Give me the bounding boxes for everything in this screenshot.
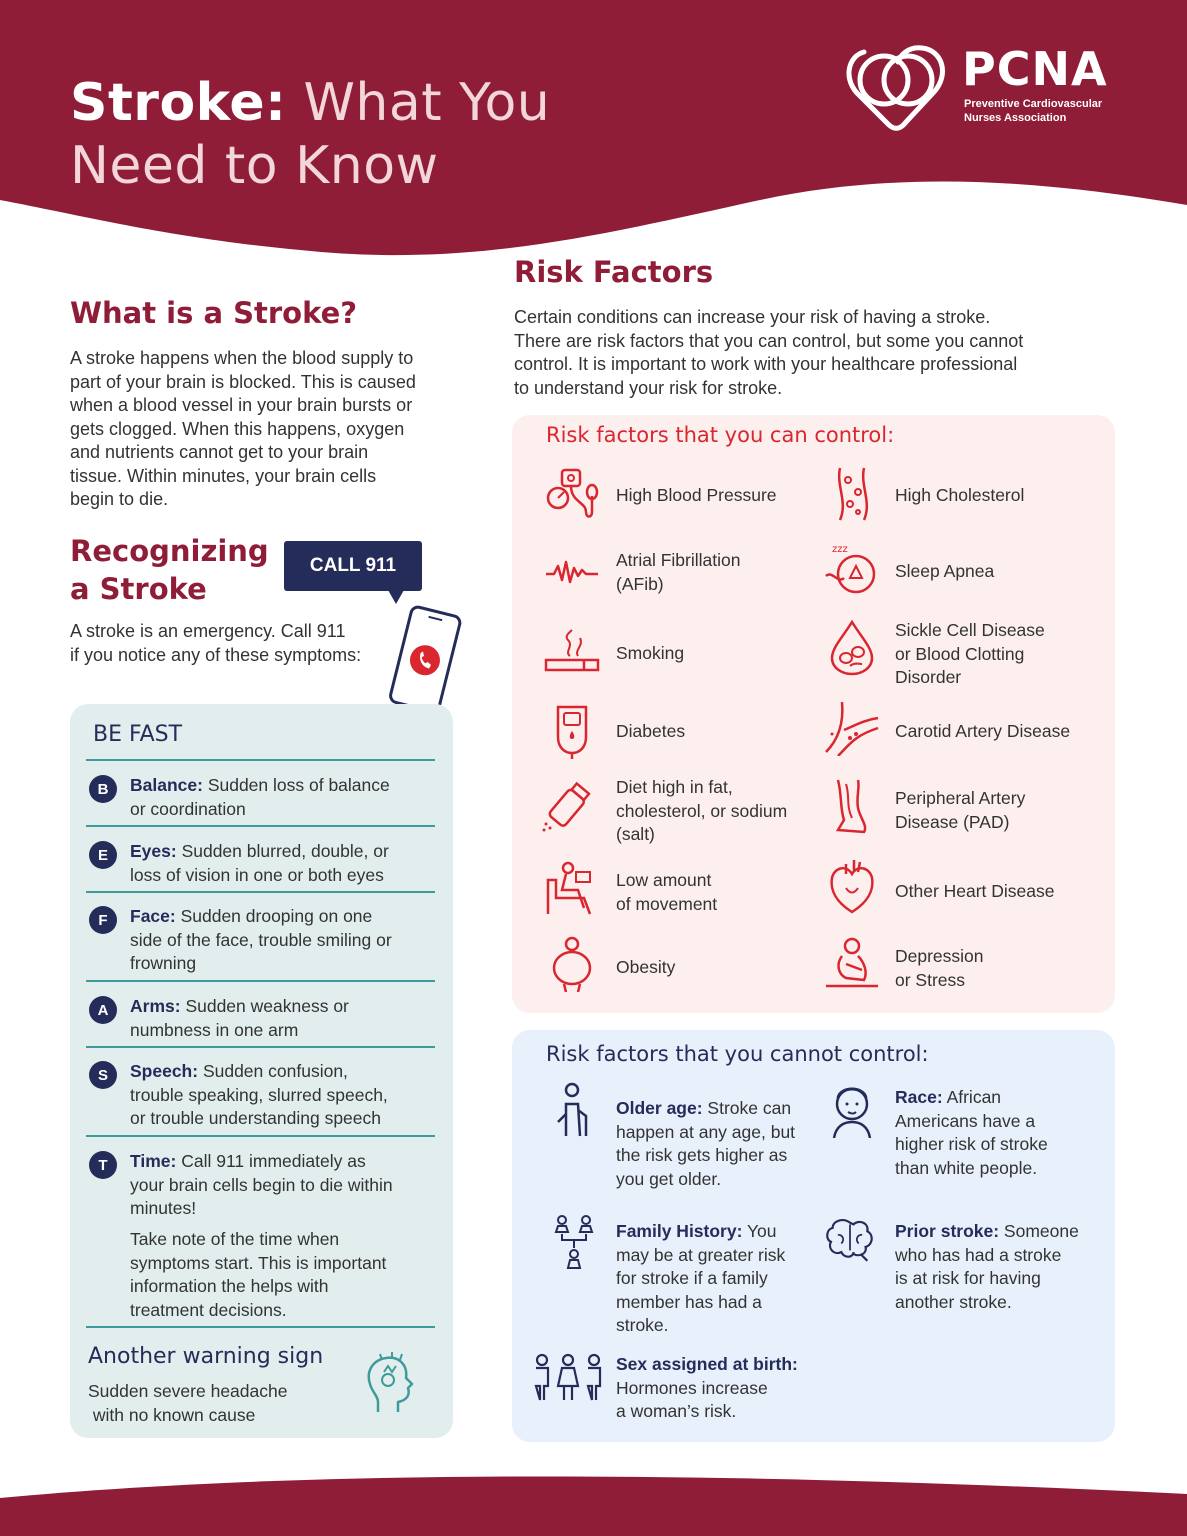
older-age-text: Older age: Stroke can happen at any age, but the risk gets higher as you get older. bbox=[616, 1098, 796, 1189]
family-history-text: Family History: You may be at greater risk for stroke if a family member has had a stroke. bbox=[616, 1221, 786, 1335]
risk-label: Peripheral Artery Disease (PAD) bbox=[895, 788, 1026, 832]
risk-label: Sleep Apnea bbox=[895, 561, 995, 581]
sitting-person-icon bbox=[544, 860, 600, 916]
letter-t-badge: T bbox=[89, 1151, 117, 1179]
risk-label: Diet high in fat, cholesterol, or sodium (salt) bbox=[616, 777, 788, 844]
control-heading: Risk factors that you can control: bbox=[546, 423, 895, 447]
fast-item-arms: Arms: Sudden weakness or numbness in one arm bbox=[130, 996, 349, 1040]
artery-plaque-icon bbox=[824, 466, 880, 522]
recognize-body: A stroke is an emergency. Call 911 if you notice any of these symptoms: bbox=[70, 621, 362, 665]
salt-shaker-icon bbox=[540, 778, 596, 834]
blood-pressure-icon bbox=[544, 466, 600, 522]
fast-item-time: Time: Call 911 immediately as your brain cells begin to die within minutes! bbox=[130, 1151, 393, 1218]
risk-heading: Risk Factors bbox=[514, 255, 714, 289]
blood-drop-icon bbox=[824, 620, 880, 676]
letter-f-badge: F bbox=[89, 906, 117, 934]
time-note: Take note of the time when symptoms start. This is important information the helps with treatment decisions. bbox=[130, 1229, 387, 1320]
race-text: Race: African Americans have a higher risk of stroke than white people. bbox=[895, 1087, 1048, 1178]
call-bubble-tail bbox=[388, 590, 404, 604]
divider bbox=[86, 1326, 435, 1328]
divider bbox=[86, 759, 435, 761]
fast-item-eyes: Eyes: Sudden blurred, double, or loss of vision in one or both eyes bbox=[130, 841, 389, 885]
fast-item-face: Face: Sudden drooping on one side of the face, trouble smiling or frowning bbox=[130, 906, 392, 973]
be-fast-title: BE FAST bbox=[93, 722, 183, 747]
heart-icon bbox=[824, 858, 880, 914]
people-icon bbox=[528, 1352, 608, 1404]
risk-label: Smoking bbox=[616, 643, 685, 663]
risk-label: Low amount of movement bbox=[616, 870, 718, 914]
fast-item-speech: Speech: Sudden confusion, trouble speaking, slurred speech, or trouble understanding speech bbox=[130, 1061, 388, 1128]
what-body: A stroke happens when the blood supply to part of your brain is blocked. This is caused when a blood vessel in your brain bursts or gets clogged. When this happens, oxygen and nutrients cannot get to your brain tissue. Within minutes, your brain cells begin to die. bbox=[70, 348, 416, 509]
brain-icon bbox=[824, 1212, 876, 1268]
footer-banner bbox=[0, 1470, 1187, 1536]
risk-label: Other Heart Disease bbox=[895, 881, 1055, 901]
family-tree-icon bbox=[548, 1214, 600, 1270]
warning-title: Another warning sign bbox=[88, 1344, 324, 1369]
logo-name: PCNA bbox=[962, 42, 1108, 96]
prior-stroke-text: Prior stroke: Someone who has had a stroke is at risk for having another stroke. bbox=[895, 1221, 1079, 1312]
divider bbox=[86, 1135, 435, 1137]
logo-subtitle: Preventive Cardiovascular Nurses Association bbox=[964, 98, 1103, 124]
obesity-icon bbox=[544, 936, 600, 992]
letter-b-badge: B bbox=[89, 775, 117, 803]
recognize-heading: Recognizing a Stroke bbox=[70, 534, 269, 606]
controllable-panel bbox=[512, 415, 1115, 1013]
glucose-meter-icon bbox=[544, 703, 600, 759]
face-icon bbox=[826, 1082, 878, 1138]
risk-label: Carotid Artery Disease bbox=[895, 721, 1071, 741]
leg-artery-icon bbox=[824, 778, 880, 834]
sleep-apnea-icon bbox=[824, 540, 880, 596]
divider bbox=[86, 980, 435, 982]
logo-heart-icon bbox=[842, 40, 954, 134]
heartbeat-icon bbox=[544, 544, 600, 600]
cigarette-icon bbox=[544, 626, 600, 682]
risk-label: High Cholesterol bbox=[895, 485, 1025, 505]
fast-item-balance: Balance: Sudden loss of balance or coordination bbox=[130, 775, 390, 819]
divider bbox=[86, 891, 435, 893]
letter-e-badge: E bbox=[89, 841, 117, 869]
risk-label: Diabetes bbox=[616, 721, 686, 741]
risk-label: Sickle Cell Disease or Blood Clotting Disorder bbox=[895, 620, 1045, 687]
risk-label: Obesity bbox=[616, 957, 676, 977]
letter-s-badge: S bbox=[89, 1061, 117, 1089]
risk-label: Atrial Fibrillation (AFib) bbox=[616, 550, 741, 594]
page-title: Stroke: What You Need to Know bbox=[70, 73, 551, 196]
sex-at-birth-text: Sex assigned at birth: Hormones increase a woman’s risk. bbox=[616, 1354, 798, 1421]
older-person-icon bbox=[550, 1082, 602, 1138]
call-911-badge: CALL 911 bbox=[284, 541, 422, 591]
divider bbox=[86, 1046, 435, 1048]
risk-intro: Certain conditions can increase your risk of having a stroke. There are risk factors that you can control, but some you cannot control. It is important to work with your healthcare professional to understand your risk for stroke. bbox=[514, 307, 1024, 398]
warning-text: Sudden severe headache with no known cause bbox=[88, 1381, 288, 1425]
risk-label: Depression or Stress bbox=[895, 946, 984, 990]
cannot-heading: Risk factors that you cannot control: bbox=[546, 1042, 929, 1066]
divider bbox=[86, 825, 435, 827]
risk-label: High Blood Pressure bbox=[616, 485, 777, 505]
what-heading: What is a Stroke? bbox=[70, 296, 358, 330]
carotid-artery-icon bbox=[824, 700, 880, 756]
svg-text:zzz: zzz bbox=[832, 544, 848, 555]
headache-icon bbox=[358, 1350, 418, 1418]
depressed-person-icon bbox=[824, 934, 880, 990]
phone-icon bbox=[382, 604, 466, 716]
letter-a-badge: A bbox=[89, 996, 117, 1024]
